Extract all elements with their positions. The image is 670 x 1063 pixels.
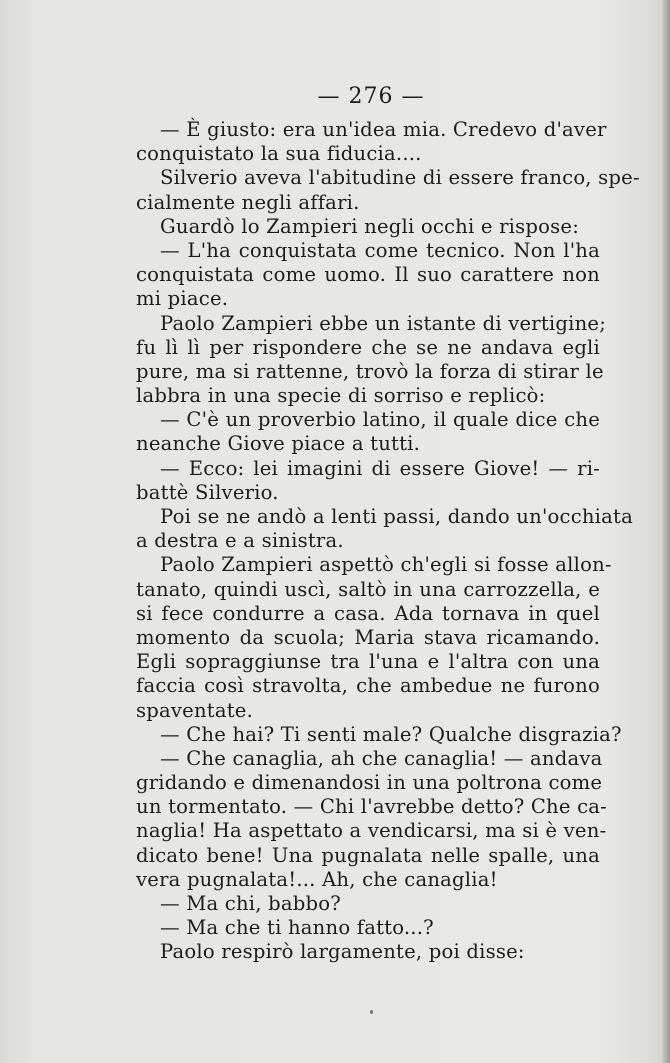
text-line: — Ecco: lei imagini di essere Giove! — ri- (160, 456, 600, 480)
text-line: a destra e a sinistra. (136, 529, 344, 553)
text-line: si fece condurre a casa. Ada tornava in quel (136, 601, 600, 625)
text-line: Guardò lo Zampieri negli occhi e rispose: (160, 214, 579, 238)
text-line: mi piace. (136, 287, 229, 311)
text-line: conquistato la sua fiducia.... (136, 142, 422, 166)
text-line: — Che hai? Ti senti male? Qualche disgrazia? (160, 722, 622, 746)
text-line: — Ma chi, babbo? (160, 892, 341, 915)
text-line: Paolo Zampieri aspettò ch'egli si fosse allon- (160, 553, 612, 577)
text-line: tanato, quindi uscì, saltò in una carrozzella, e (136, 577, 600, 601)
text-line: gridando e dimenandosi in una poltrona come (136, 771, 603, 795)
page-number: — 276 — (317, 84, 425, 109)
text-line: — Che canaglia, ah che canaglia! — andava (160, 746, 603, 770)
text-line: Egli sopraggiunse tra l'una e l'altra con una (136, 650, 600, 674)
text-line: vera pugnalata!... Ah, che canaglia! (136, 867, 498, 891)
text-line: conquistata come uomo. Il suo carattere non (136, 263, 600, 287)
text-line: Silverio aveva l'abitudine di essere franco, spe- (160, 166, 640, 190)
text-line: un tormentato. — Chi l'avrebbe detto? Che ca- (136, 795, 607, 819)
text-line: cialmente negli affari. (136, 190, 360, 214)
text-line: faccia così stravolta, che ambedue ne furono (136, 674, 600, 698)
text-line: — C'è un proverbio latino, il quale dice che (160, 408, 600, 432)
text-line: naglia! Ha aspettato a vendicarsi, ma si è ven- (136, 819, 607, 843)
text-line: momento da scuola; Maria stava ricamando. (136, 625, 600, 649)
text-line: — È giusto: era un'idea mia. Credevo d'aver (160, 118, 607, 141)
text-line: spaventate. (136, 698, 254, 722)
paper-speck (370, 1010, 373, 1014)
text-line: — Ma che ti hanno fatto...? (160, 916, 434, 940)
text-line: Paolo Zampieri ebbe un istante di vertigine; (160, 311, 607, 335)
text-line: labbra in una specie di sorriso e replicò: (136, 384, 546, 408)
text-line: neanche Giove piace a tutti. (136, 432, 421, 456)
body-text (136, 118, 640, 965)
page-edge-shadow (662, 0, 670, 1063)
text-line: battè Silverio. (136, 480, 279, 504)
text-line: fu lì lì per rispondere che se ne andava egli (136, 335, 600, 359)
text-line: dicato bene! Una pugnalata nelle spalle, una (136, 843, 600, 867)
text-line: — L'ha conquistata come tecnico. Non l'ha (160, 238, 600, 262)
text-line: Paolo respirò largamente, poi disse: (160, 940, 525, 964)
text-line: pure, ma si rattenne, trovò la forza di stirar le (136, 359, 604, 383)
text-line: Poi se ne andò a lenti passi, dando un'occhiata (160, 505, 633, 528)
